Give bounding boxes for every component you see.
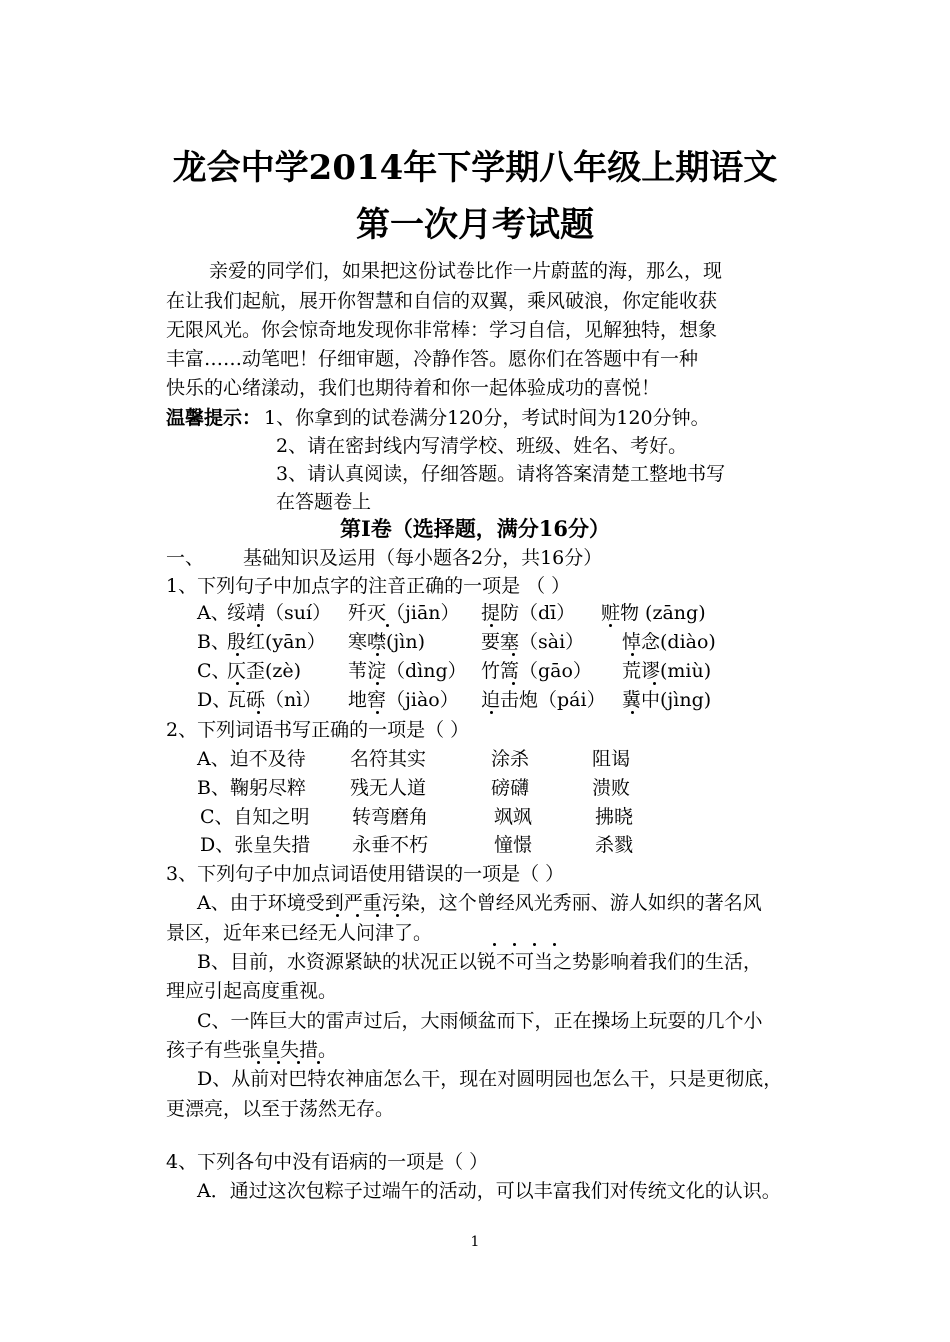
q1-d-opt4: 冀中(jìng)	[622, 689, 712, 711]
intro-line-5: 快乐的心绪漾动，我们也期待着和你一起体验成功的喜悦！	[166, 377, 661, 399]
q1-d-opt3: 迫击炮（pái）	[481, 689, 606, 711]
q2-d-opt1: D、张皇失措	[200, 834, 311, 856]
q3-c-line2: 孩子有些张皇失措。	[166, 1039, 338, 1061]
q4-stem: 4、下列各句中没有语病的一项是（ ）	[166, 1151, 489, 1173]
q2-a-opt3: 涂杀	[491, 748, 530, 770]
page-number: 1	[470, 1234, 480, 1250]
q1-b-opt1: 殷红(yān）	[227, 631, 326, 653]
title-line1: 龙会中学2014年下学期八年级上期语文	[172, 148, 778, 188]
q2-c-opt4: 拂晓	[595, 806, 634, 828]
tip-item-2: 2、请在密封线内写清学校、班级、姓名、考好。	[276, 435, 688, 457]
q2-d-opt4: 杀戮	[595, 834, 634, 856]
q3-d-line2: 更漂亮，以至于荡然无存。	[166, 1098, 395, 1120]
q2-c-opt2: 转弯磨角	[352, 806, 429, 828]
q1-b-opt4: 悼念(diào)	[622, 631, 716, 653]
q2-b-opt1: B、鞠躬尽粹	[197, 777, 306, 799]
q1-a-label: A、	[197, 602, 230, 624]
q1-c-label: C、	[197, 660, 231, 682]
q1-a-opt2: 歼灭（jiān）	[348, 602, 460, 624]
tip-item-1: 1、你拿到的试卷满分120分，考试时间为120分钟。	[264, 407, 710, 429]
q4-a: A．通过这次包粽子过端午的活动，可以丰富我们对传统文化的认识。	[197, 1180, 781, 1202]
q2-a-opt1: A、迫不及待	[197, 748, 306, 770]
tips-label: 温馨提示：	[166, 407, 262, 429]
section-heading: 第Ⅰ卷（选择题，满分16分）	[339, 516, 611, 541]
q3-stem: 3、下列句子中加点词语使用错误的一项是（ ）	[166, 863, 565, 885]
q1-c-opt1: 仄歪(zè)	[227, 660, 302, 682]
tip-item-4: 在答题卷上	[276, 491, 372, 513]
q2-d-opt2: 永垂不朽	[352, 834, 429, 856]
q1-a-opt1: 绥靖（suí）	[227, 602, 332, 624]
q2-b-opt2: 残无人道	[350, 777, 427, 799]
q1-b-opt2: 寒噤(jìn)	[348, 631, 426, 653]
q2-a-opt2: 名符其实	[350, 748, 427, 770]
tip-item-3: 3、请认真阅读，仔细答题。请将答案清楚工整地书写	[276, 463, 726, 485]
part1-number: 一、	[166, 547, 205, 569]
intro-line-3: 无限风光。你会惊奇地发现你非常棒：学习自信，见解独特，想象	[166, 319, 718, 341]
q1-d-label: D、	[197, 689, 232, 711]
q3-c-line1: C、一阵巨大的雷声过后，大雨倾盆而下，正在操场上玩耍的几个小	[197, 1010, 763, 1032]
q3-a-line1: A、由于环境受到严重污染，这个曾经风光秀丽、游人如织的著名风	[197, 892, 762, 914]
q2-c-opt1: C、自知之明	[200, 806, 310, 828]
q2-b-opt3: 磅礴	[491, 777, 530, 799]
intro-line-1: 亲爱的同学们，如果把这份试卷比作一片蔚蓝的海，那么，现	[209, 260, 723, 282]
q1-b-opt3: 要塞（sài）	[481, 631, 585, 653]
part1-title: 基础知识及运用（每小题各2分，共16分）	[243, 547, 603, 569]
q1-stem: 1、下列句子中加点字的注音正确的一项是 （ ）	[166, 575, 571, 597]
q1-c-opt3: 竹篙（gāo）	[481, 660, 592, 682]
q2-a-opt4: 阻谒	[592, 748, 631, 770]
q1-c-opt4: 荒谬(miù)	[622, 660, 712, 682]
q1-a-opt4: 赃物 (zāng)	[601, 602, 706, 624]
q3-a-line2: 景区，近年来已经无人问津了。	[166, 922, 433, 944]
q2-stem: 2、下列词语书写正确的一项是（ ）	[166, 719, 470, 741]
title-line2: 第一次月考试题	[356, 205, 594, 245]
q2-c-opt3: 飒飒	[494, 806, 533, 828]
q1-a-opt3: 提防（dī）	[481, 602, 576, 624]
q3-b-line1: B、目前，水资源紧缺的状况正以锐不可当之势影响着我们的生活，	[197, 951, 762, 973]
q2-b-opt4: 溃败	[592, 777, 631, 799]
intro-line-4: 丰富……动笔吧！仔细审题，冷静作答。愿你们在答题中有一种	[166, 348, 699, 370]
q3-d-line1: D、从前对巴特农神庙怎么干，现在对圆明园也怎么干，只是更彻底，	[197, 1068, 783, 1090]
q2-d-opt3: 憧憬	[494, 834, 533, 856]
q1-d-opt1: 瓦砾（nì）	[227, 689, 322, 711]
q1-c-opt2: 苇淀（dìng）	[348, 660, 467, 682]
q3-b-line2: 理应引起高度重视。	[166, 980, 338, 1002]
intro-line-2: 在让我们起航，展开你智慧和自信的双翼，乘风破浪，你定能收获	[166, 290, 718, 312]
q1-b-label: B、	[197, 631, 230, 653]
q1-d-opt2: 地窖（jiào）	[348, 689, 459, 711]
